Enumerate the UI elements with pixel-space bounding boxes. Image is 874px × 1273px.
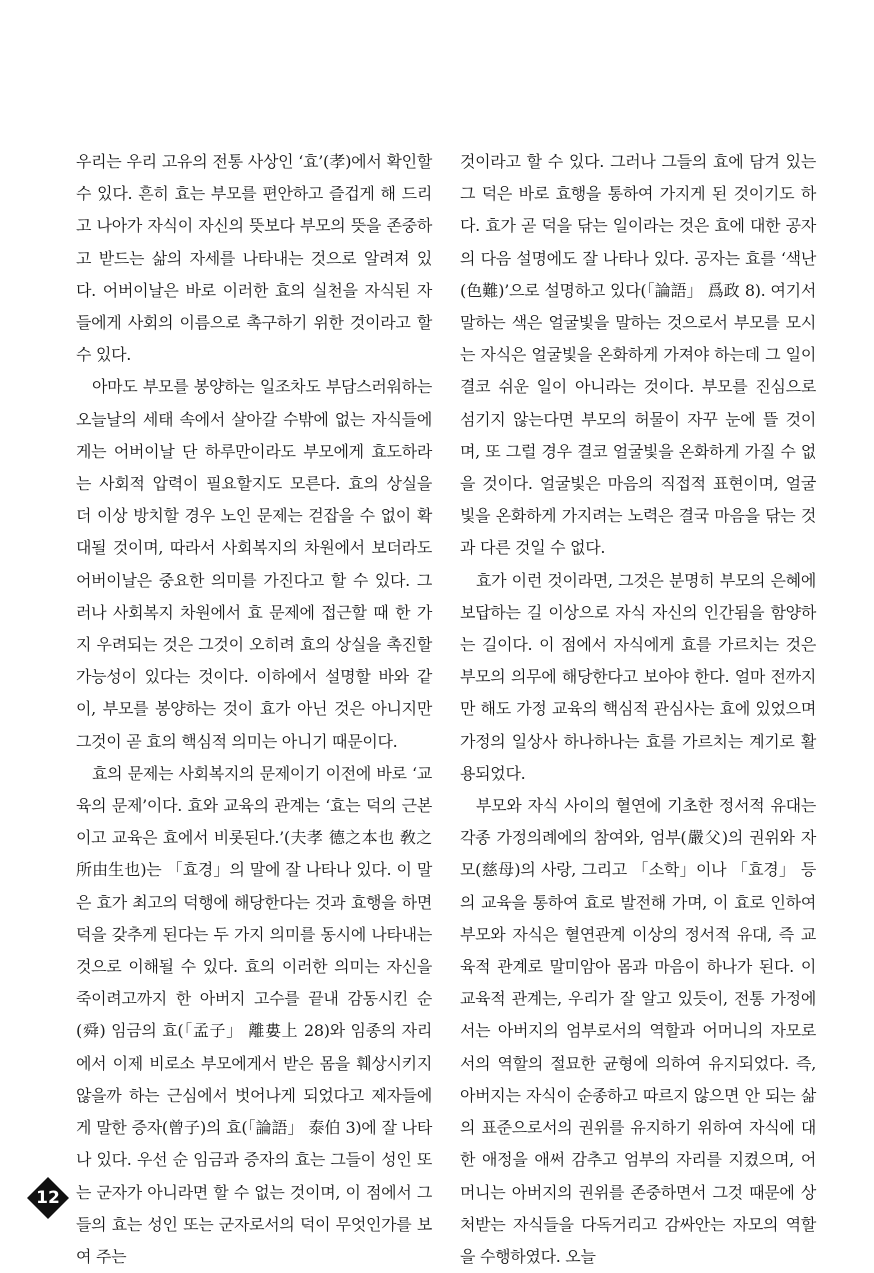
paragraph-6: 부모와 자식 사이의 혈연에 기초한 정서적 유대는 각종 가정의례에의 참여와, 엄부(嚴父)의 권위와 자모(慈母)의 사랑, 그리고 「소학」이나 「효경」 등의 교육을 통하여 효로 발전해 가며, 이 효로 인하여 부모와 자식은 혈연관계 이상의 정서적 유대, 즉 교육적 관계로 말미암아 몸과 마음이 하나가 된다. 이 교육적 관계는, 우리가 잘 알고 있듯이, 전통 가정에서는 아버지의 엄부로서의 역할과 어머니의 자모로서의 역할의 절묘한 균형에 의하여 유지되었다. 즉, 아버지는 자식이 순종하고 따르지 않으면 안 되는 삶의 표준으로서의 권위를 유지하기 위하여 자식에 대한 애정을 애써 감추고 엄부의 자리를 지켰으며, 어머니는 아버지의 권위를 존중하면서 그것 때문에 상처받는 자식들을 다독거리고 감싸안는 자모의 역할을 수행하였다. 오늘 [460,796,816,1266]
paragraph-5: 효가 이런 것이라면, 그것은 분명히 부모의 은혜에 보답하는 길 이상으로 자식 자신의 인간됨을 함양하는 길이다. 이 점에서 자식에게 효를 가르치는 것은 부모의 의무에 해당한다고 보아야 한다. 얼마 전까지만 해도 가정 교육의 핵심적 관심사는 효에 있었으며 가정의 일상사 하나하나는 효를 가르치는 계기로 활용되었다. [460,570,816,783]
paragraph-4: 것이라고 할 수 있다. 그러나 그들의 효에 담겨 있는 그 덕은 바로 효행을 통하여 가지게 된 것이기도 하다. 효가 곧 덕을 닦는 일이라는 것은 효에 대한 공자의 다음 설명에도 잘 나타나 있다. 공자는 효를 ‘색난(色難)’으로 설명하고 있다(「論語」 爲政 8). 여기서 말하는 색은 얼굴빛을 말하는 것으로서 부모를 모시는 자식은 얼굴빛을 온화하게 가져야 하는데 그 일이 결코 쉬운 일이 아니라는 것이다. 부모를 진심으로 섬기지 않는다면 부모의 허물이 자꾸 눈에 뜰 것이며, 또 그럴 경우 결코 얼굴빛을 온화하게 가질 수 없을 것이다. 얼굴빛은 마음의 직접적 표현이며, 얼굴빛을 온화하게 가지려는 노력은 결국 마음을 닦는 것과 다른 것일 수 없다. [460,152,816,558]
paragraph-3: 효의 문제는 사회복지의 문제이기 이전에 바로 ‘교육의 문제’이다. 효와 교육의 관계는 ‘효는 덕의 근본이고 교육은 효에서 비롯된다.’(夫孝 德之本也 敎之所由生也)는 「효경」의 말에 잘 나타나 있다. 이 말은 효가 최고의 덕행에 해당한다는 것과 효행을 하면 덕을 갖추게 된다는 두 가지 의미를 동시에 나타내는 것으로 이해될 수 있다. 효의 이러한 의미는 자신을 죽이려고까지 한 아버지 고수를 끝내 감동시킨 순(舜) 임금의 효(「孟子」 離婁上 28)와 임종의 자리에서 이제 비로소 부모에게서 받은 몸을 훼상시키지 않을까 하는 근심에서 벗어나게 되었다고 제자들에게 말한 증자(曾子)의 효(「論語」 泰伯 3)에 잘 나타나 있다. 우선 순 임금과 증자의 효는 그들이 성인 또는 군자가 아니라면 할 수 없는 것이며, 이 점에서 그들의 효는 성인 또는 군자로서의 덕이 무엇인가를 보여 주는 [76,763,432,1266]
paragraph-1: 우리는 우리 고유의 전통 사상인 ‘효’(孝)에서 확인할 수 있다. 흔히 효는 부모를 편안하고 즐겁게 해 드리고 나아가 자식이 자신의 뜻보다 부모의 뜻을 존중하고 받드는 삶의 자세를 나타내는 것으로 알려져 있다. 어버이날은 바로 이러한 효의 실천을 자식된 자들에게 사회의 이름으로 촉구하기 위한 것이라고 할 수 있다. [76,152,432,365]
page-number-badge [26,1176,70,1220]
page-number: 12 [36,1188,60,1208]
right-column [460,146,816,1273]
paragraph-2: 아마도 부모를 봉양하는 일조차도 부담스러워하는 오늘날의 세태 속에서 살아갈 수밖에 없는 자식들에게는 어버이날 단 하루만이라도 부모에게 효도하라는 사회적 압력이 필요할지도 모른다. 효의 상실을 더 이상 방치할 경우 노인 문제는 걷잡을 수 없이 확대될 것이며, 따라서 사회복지의 차원에서 보더라도 어버이날은 중요한 의미를 가진다고 할 수 있다. 그러나 사회복지 차원에서 효 문제에 접근할 때 한 가지 우려되는 것은 그것이 오히려 효의 상실을 촉진할 가능성이 있다는 것이다. 이하에서 설명할 바와 같이, 부모를 봉양하는 것이 효가 아닌 것은 아니지만 그것이 곧 효의 핵심적 의미는 아니기 때문이다. [76,377,432,751]
left-column [76,146,432,1273]
